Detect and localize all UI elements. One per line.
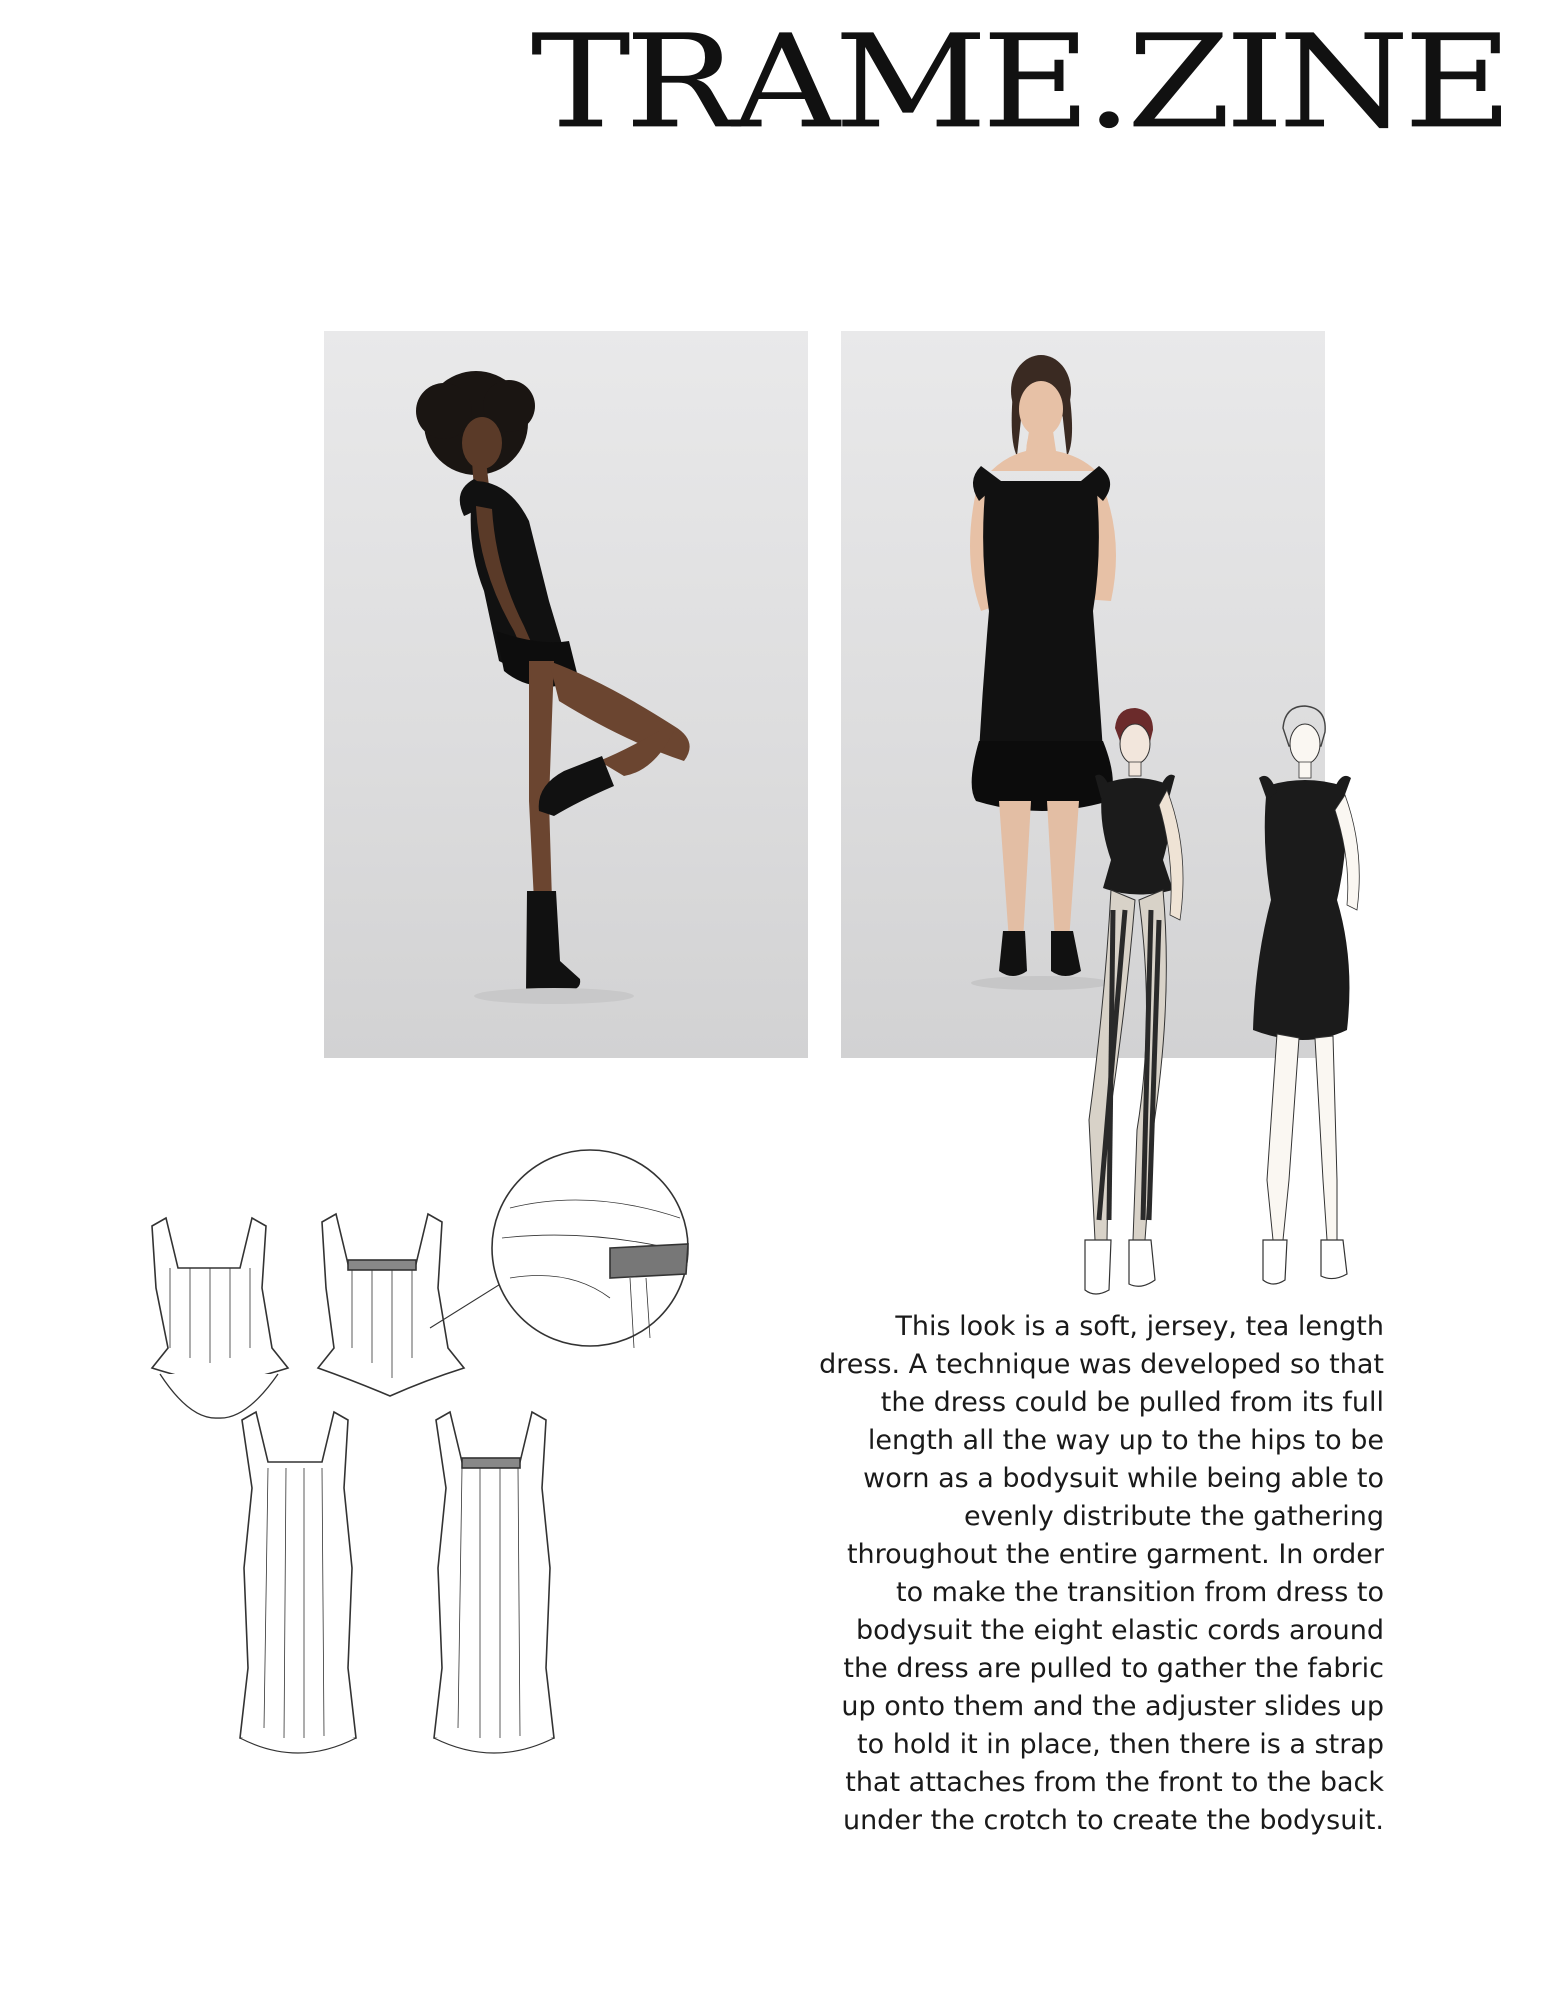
model-kick-figure — [324, 331, 808, 1058]
technical-flats — [90, 1148, 770, 1788]
flat-bodysuit-front — [152, 1218, 288, 1418]
fashion-illustration — [1055, 700, 1390, 1320]
masthead-title: TRAME.ZINE — [530, 7, 1507, 158]
flat-dress-front — [240, 1412, 356, 1753]
flat-bodysuit-back — [318, 1214, 464, 1396]
photo-model-kick — [324, 331, 808, 1058]
article-body: This look is a soft, jersey, tea length dress. A technique was developed so that the dress could be pulled from its full length all the way up to the hips to be worn as a bodysuit while being able to evenly distribute the gathering throughout the entire garment. In order to make the transition from dress to bodysuit the eight elastic cords around the dress are pulled to gather the fabric up onto them and the adjuster slides up to hold it in place, then there is a strap that attaches from the front to the back under the crotch to create the bodysuit. — [819, 1311, 1384, 1836]
flat-dress-back — [434, 1412, 554, 1753]
flat-detail-circle — [492, 1150, 688, 1348]
sketch-figure-one — [1085, 708, 1183, 1294]
sketch-figure-two — [1253, 706, 1359, 1284]
